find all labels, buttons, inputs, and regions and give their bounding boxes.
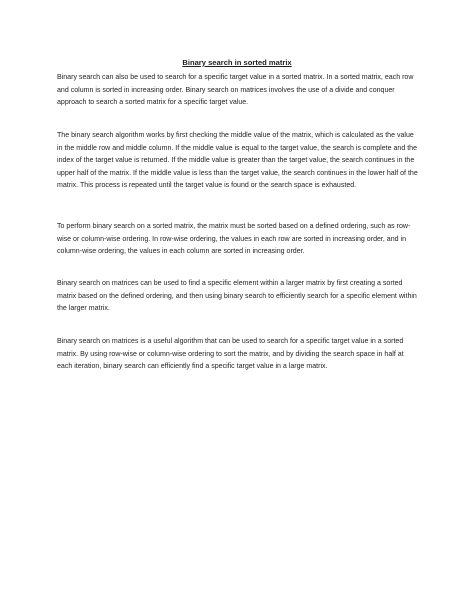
paragraph-larger-matrix: Binary search on matrices can be used to find a specific element within a larger matrix by first creating a sorted matrix based on the defined ordering, and then using binary search to efficiently search for a specific element within the larger matrix. (57, 280, 417, 313)
document-title: Binary search in sorted matrix (182, 58, 292, 67)
paragraph-intro: Binary search can also be used to search for a specific target value in a sorted matrix. In a sorted matrix, each row and column is sorted in increasing order. Binary search on matrices involves the use of a divide and conquer approach to search a sorted matrix for a specific target value. (57, 74, 414, 107)
paragraph-ordering: To perform binary search on a sorted matrix, the matrix must be sorted based on a defined ordering, such as row-wise or column-wise ordering. In row-wise ordering, the values in each row are sorted in increasing order, and in column-wise ordering, the values in each column are sorted in increasing order. (57, 223, 411, 256)
paragraph-summary: Binary search on matrices is a useful algorithm that can be used to search for a specific target value in a sorted matrix. By using row-wise or column-wise ordering to sort the matrix, and by dividing the search space in half at each iteration, binary search can efficiently find a specific target value in a large matrix. (57, 338, 404, 371)
paragraph-algorithm: The binary search algorithm works by first checking the middle value of the matrix, which is calculated as the value in the middle row and middle column. If the middle value is equal to the target value, the search is complete and the index of the target value is returned. If the middle value is greater than the target value, the search continues in the upper half of the matrix. If the middle value is less than the target value, the search continues in the lower half of the matrix. This process is repeated until the target value is found or the search space is exhausted. (57, 132, 418, 190)
